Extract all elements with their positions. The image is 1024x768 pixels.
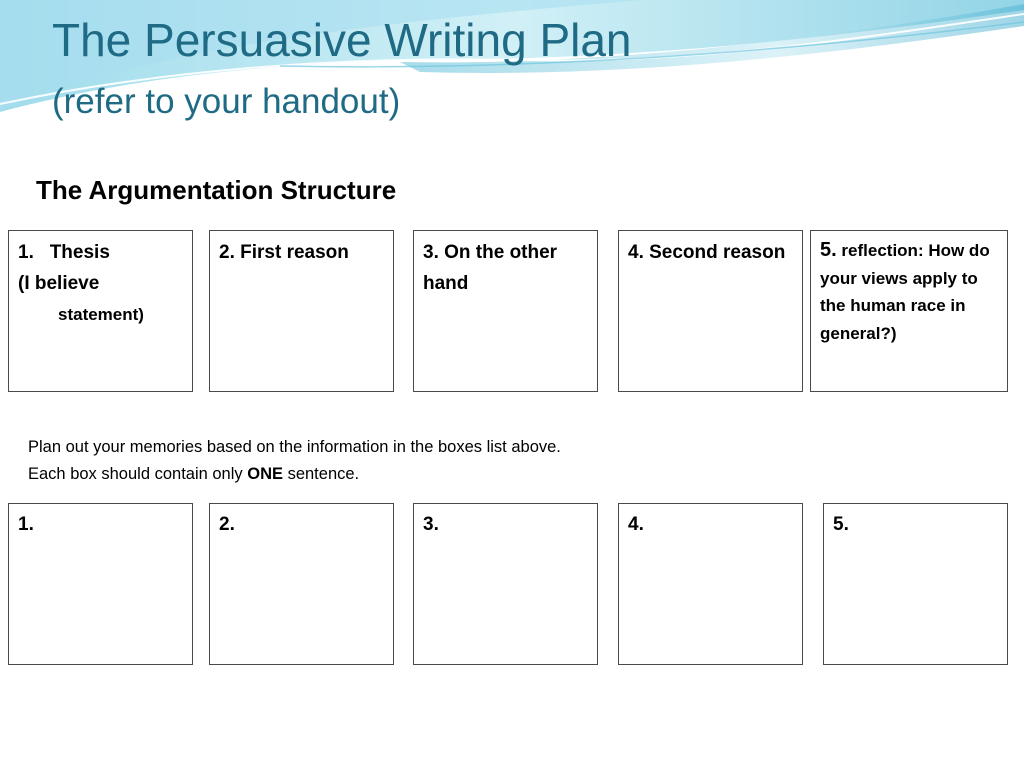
answer-box-4[interactable] xyxy=(618,503,803,665)
answer-box-3[interactable] xyxy=(413,503,598,665)
reflection-label: reflection: How do your views apply to the human race in general?) xyxy=(820,241,990,343)
section-heading: The Argumentation Structure xyxy=(36,175,397,205)
structure-box-thesis xyxy=(8,230,193,392)
instructions-emphasis: ONE xyxy=(247,465,283,483)
thesis-label: Thesis xyxy=(49,242,110,263)
answer-box-4-label: 4. xyxy=(628,514,644,535)
answer-box-1-label: 1. xyxy=(18,514,34,535)
thesis-number: 1. xyxy=(18,242,34,263)
instructions xyxy=(28,434,561,488)
first-reason-label: 2. First reason xyxy=(219,242,349,263)
slide-subtitle: (refer to your handout) xyxy=(52,82,401,121)
structure-box-second-reason xyxy=(618,230,803,392)
answer-box-5[interactable] xyxy=(823,503,1008,665)
reflection-number: 5. xyxy=(820,239,837,261)
answer-box-2-label: 2. xyxy=(219,514,235,535)
structure-box-first-reason xyxy=(209,230,394,392)
answer-box-2[interactable] xyxy=(209,503,394,665)
second-reason-label: 4. Second reason xyxy=(628,242,786,263)
instructions-line2-start: Each box should contain only xyxy=(28,465,248,483)
reflection-text xyxy=(820,237,998,347)
instructions-line2-end: sentence. xyxy=(283,465,360,483)
instructions-line1: Plan out your memories based on the information in the boxes list above. xyxy=(28,438,561,456)
thesis-line2: (I believe xyxy=(18,273,100,294)
other-hand-label: 3. On the other hand xyxy=(423,242,558,294)
answer-box-1[interactable] xyxy=(8,503,193,665)
instructions-line2 xyxy=(28,461,561,488)
thesis-line3: statement) xyxy=(58,305,144,324)
slide-title: The Persuasive Writing Plan xyxy=(52,14,632,66)
structure-box-thesis-text xyxy=(18,237,183,330)
answer-box-5-label: 5. xyxy=(833,514,849,535)
answer-box-3-label: 3. xyxy=(423,514,439,535)
structure-box-reflection xyxy=(810,230,1008,392)
structure-box-other-hand xyxy=(413,230,598,392)
